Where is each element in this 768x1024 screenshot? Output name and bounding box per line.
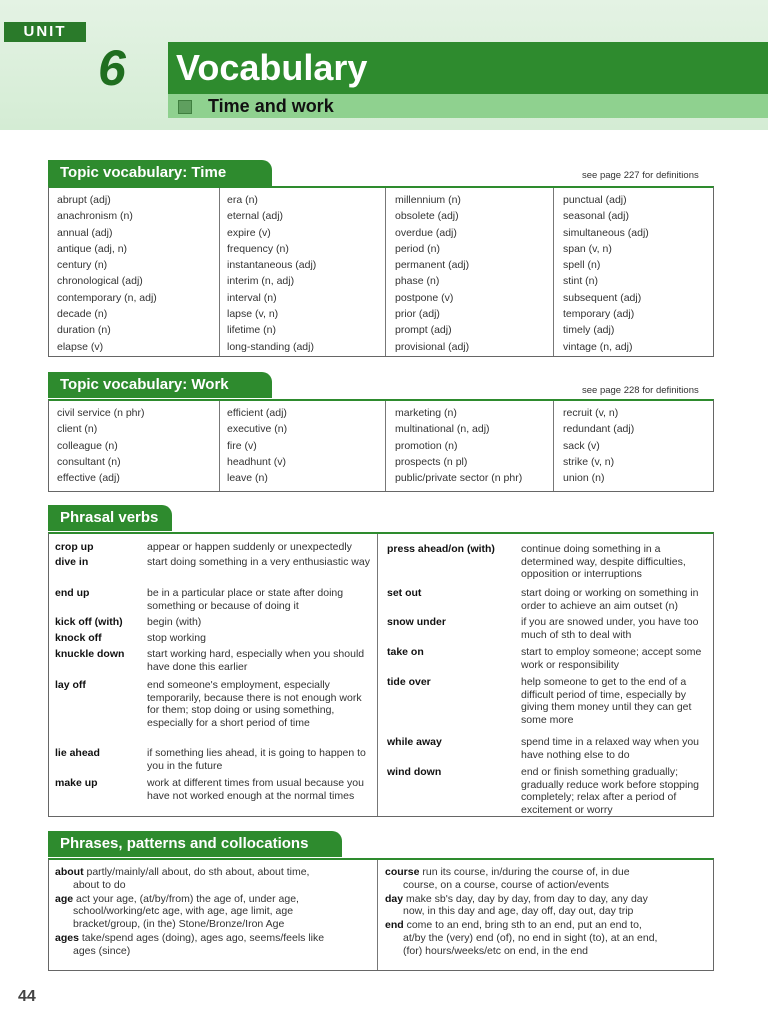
headword: day <box>385 892 404 905</box>
phrasal-definition: work at different times from usual because you have not worked enough at the normal times <box>147 777 364 802</box>
vocab-item: instantaneous (adj) <box>227 259 317 272</box>
work-section-heading: Topic vocabulary: Work <box>48 372 272 398</box>
vocab-item: lifetime (n) <box>227 324 277 337</box>
time-vocab-table <box>48 186 714 357</box>
vocab-item: sack (v) <box>563 439 600 452</box>
vocab-item: public/private sector (n phr) <box>395 472 523 485</box>
phrasal-definition: if you are snowed under, you have too much of sth to deal with <box>521 616 699 641</box>
vocab-item: spell (n) <box>563 259 601 272</box>
time-section-note: see page 227 for definitions <box>582 170 699 181</box>
phrasal-definition: start to employ someone; accept some work or responsibility <box>521 646 702 671</box>
collocation-line: at/by the (very) end (of), no end in sight (to), at an end, <box>403 931 658 944</box>
vocab-item: contemporary (n, adj) <box>57 291 157 304</box>
collocation-entry <box>55 932 373 958</box>
phrasal-right-list <box>387 540 711 814</box>
work-col-3 <box>395 405 522 486</box>
vocab-item: prompt (adj) <box>395 324 452 337</box>
phrasal-verb: press ahead/on (with) <box>387 543 495 555</box>
vocab-item: overdue (adj) <box>395 226 457 239</box>
vocab-item: fire (v) <box>227 439 257 452</box>
phrasal-verb: wind down <box>387 766 442 778</box>
time-col-3 <box>395 192 469 355</box>
vocab-item: headhunt (v) <box>227 455 286 468</box>
phrasal-left-list <box>55 538 375 814</box>
vocab-item: frequency (n) <box>227 242 289 255</box>
vocab-item: expire (v) <box>227 226 271 239</box>
page-title: Vocabulary <box>176 47 368 88</box>
phrasal-verb: take on <box>387 646 424 658</box>
vocab-item: century (n) <box>57 259 108 272</box>
collocation-line: about to do <box>73 878 126 891</box>
vocab-item: antique (adj, n) <box>57 242 128 255</box>
phrasal-verb: set out <box>387 587 422 599</box>
vocab-item: consultant (n) <box>57 455 121 468</box>
vocab-item: provisional (adj) <box>395 340 470 353</box>
phrasal-definition: start doing or working on something in order to achieve an aim outset (n) <box>521 587 699 612</box>
time-section-heading: Topic vocabulary: Time <box>48 160 272 186</box>
phrases-table <box>48 858 714 971</box>
work-section-note: see page 228 for definitions <box>582 385 699 396</box>
collocation-line: act your age, (at/by/from) the age of, under age, <box>76 892 299 905</box>
headword: course <box>385 866 420 878</box>
vocab-item: client (n) <box>57 423 98 436</box>
vocab-item: simultaneous (adj) <box>563 226 649 239</box>
page-number: 44 <box>18 988 36 1005</box>
phrasal-verb: knock off <box>55 632 102 644</box>
unit-number: 6 <box>98 40 126 96</box>
time-col-1 <box>57 192 157 355</box>
vocab-item: anachronism (n) <box>57 210 133 223</box>
phrasal-definition: end someone's employment, especially temporarily, because there is not enough work for them; stop doing or using something, especially for a short period of time <box>147 679 362 729</box>
vocab-item: elapse (v) <box>57 340 104 353</box>
work-col-2 <box>227 405 287 486</box>
phrasal-definition: continue doing something in a determined way, despite difficulties, opposition or interruptions <box>521 543 686 581</box>
vocab-item: seasonal (adj) <box>563 210 629 223</box>
collocation-line: come to an end, bring sth to an end, put an end to, <box>406 919 642 932</box>
vocab-item: abrupt (adj) <box>57 194 111 206</box>
title-bar <box>168 42 768 94</box>
phrasal-verb: kick off (with) <box>55 616 123 628</box>
vocab-item: executive (n) <box>227 423 288 436</box>
subtitle-bar <box>168 94 768 118</box>
collocation-line: school/working/etc age, with age, age limit, age <box>73 905 294 918</box>
collocation-entry <box>55 893 373 931</box>
headword: ages <box>55 931 79 944</box>
phrasal-verb: lay off <box>55 679 86 691</box>
vocab-item: eternal (adj) <box>227 210 284 223</box>
collocation-line: run its course, in/during the course of, in due <box>422 866 630 878</box>
vocab-item: permanent (adj) <box>395 259 470 272</box>
phrases-left-list <box>55 866 373 959</box>
phrasal-definition: if something lies ahead, it is going to happen to you in the future <box>147 747 366 772</box>
vocab-item: era (n) <box>227 194 258 206</box>
vocab-item: marketing (n) <box>395 407 457 419</box>
vocab-item: effective (adj) <box>57 472 120 485</box>
time-col-2 <box>227 192 316 355</box>
phrasal-definition: start doing something in a very enthusiastic way <box>147 556 370 568</box>
phrasal-verb: make up <box>55 777 98 789</box>
phrasal-verb: end up <box>55 587 90 599</box>
phrasal-definition: help someone to get to the end of a difficult period of time, especially by giving them money until they can get some more <box>521 676 692 726</box>
phrasal-definition: spend time in a relaxed way when you have nothing else to do <box>521 736 700 761</box>
unit-label: UNIT <box>4 22 86 42</box>
vocab-item: span (v, n) <box>563 242 612 255</box>
collocation-line: ages (since) <box>73 944 131 957</box>
square-bullet-icon <box>178 100 192 114</box>
collocation-line: take/spend ages (doing), ages ago, seems/feels like <box>81 931 325 944</box>
work-col-4 <box>563 405 634 486</box>
vocab-item: decade (n) <box>57 308 108 321</box>
phrasal-verb: tide over <box>387 676 431 688</box>
vocab-item: efficient (adj) <box>227 407 287 419</box>
phrasal-verb: dive in <box>55 556 89 568</box>
phrasal-verb: snow under <box>387 616 446 628</box>
collocation-line: partly/mainly/all about, do sth about, about time, <box>86 866 310 878</box>
collocation-entry <box>385 866 709 892</box>
vocab-item: duration (n) <box>57 324 111 337</box>
collocation-entry <box>385 919 709 957</box>
work-vocab-table <box>48 399 714 492</box>
phrasal-definition: stop working <box>147 632 206 644</box>
phrasal-definition: start working hard, especially when you should have done this earlier <box>147 648 365 673</box>
vocab-item: redundant (adj) <box>563 423 635 436</box>
collocation-entry <box>385 893 709 919</box>
phrasal-verbs-table <box>48 532 714 817</box>
phrases-section-heading: Phrases, patterns and collocations <box>48 831 342 857</box>
vocab-item: annual (adj) <box>57 226 113 239</box>
collocation-line: make sb's day, day by day, from day to day, any day <box>406 892 648 905</box>
phrasal-section-heading: Phrasal verbs <box>48 505 172 531</box>
vocab-item: prior (adj) <box>395 308 440 321</box>
vocab-item: chronological (adj) <box>57 275 143 288</box>
vocab-item: recruit (v, n) <box>563 407 619 419</box>
vocab-item: vintage (n, adj) <box>563 340 633 353</box>
vocab-item: period (n) <box>395 242 440 255</box>
vocab-item: multinational (n, adj) <box>395 423 490 436</box>
phrasal-definition: end or finish something gradually; gradually reduce work before stopping completely; relax after a period of excitement or worry <box>521 766 700 816</box>
collocation-line: bracket/group, (in the) Stone/Bronze/Iron Age <box>73 918 285 931</box>
vocab-item: union (n) <box>563 472 605 485</box>
vocab-item: leave (n) <box>227 472 268 485</box>
phrases-right-list <box>385 866 709 959</box>
phrasal-definition: appear or happen suddenly or unexpectedly <box>147 541 352 553</box>
vocab-item: obsolete (adj) <box>395 210 459 223</box>
vocab-item: postpone (v) <box>395 291 454 304</box>
vocab-item: strike (v, n) <box>563 455 615 468</box>
collocation-line: (for) hours/weeks/etc on end, in the end <box>403 944 589 957</box>
vocab-item: stint (n) <box>563 275 599 288</box>
phrasal-verb: crop up <box>55 541 94 553</box>
vocab-item: subsequent (adj) <box>563 291 642 304</box>
phrasal-verb: lie ahead <box>55 747 100 759</box>
vocab-item: punctual (adj) <box>563 194 627 206</box>
vocab-item: colleague (n) <box>57 439 118 452</box>
phrasal-verb: knuckle down <box>55 648 125 660</box>
phrasal-verb: while away <box>387 736 442 748</box>
vocab-item: interval (n) <box>227 291 277 304</box>
phrasal-definition: be in a particular place or state after doing something or because of doing it <box>147 587 344 612</box>
headword: end <box>385 919 404 932</box>
vocab-item: lapse (v, n) <box>227 308 279 321</box>
vocab-item: timely (adj) <box>563 324 615 337</box>
headword: about <box>55 866 84 878</box>
vocab-item: prospects (n pl) <box>395 455 468 468</box>
vocab-item: temporary (adj) <box>563 308 635 321</box>
headword: age <box>55 892 74 905</box>
vocab-item: long-standing (adj) <box>227 340 314 353</box>
vocab-item: phase (n) <box>395 275 440 288</box>
vocab-item: promotion (n) <box>395 439 458 452</box>
page-subtitle: Time and work <box>208 96 334 116</box>
vocab-item: civil service (n phr) <box>57 407 145 419</box>
collocation-line: now, in this day and age, day off, day out, day trip <box>403 905 634 918</box>
vocab-item: millennium (n) <box>395 194 461 206</box>
time-col-4 <box>563 192 649 355</box>
vocab-item: interim (n, adj) <box>227 275 295 288</box>
phrasal-definition: begin (with) <box>147 616 202 628</box>
collocation-entry <box>55 866 373 892</box>
work-col-1 <box>57 405 145 486</box>
collocation-line: course, on a course, course of action/events <box>403 878 610 891</box>
